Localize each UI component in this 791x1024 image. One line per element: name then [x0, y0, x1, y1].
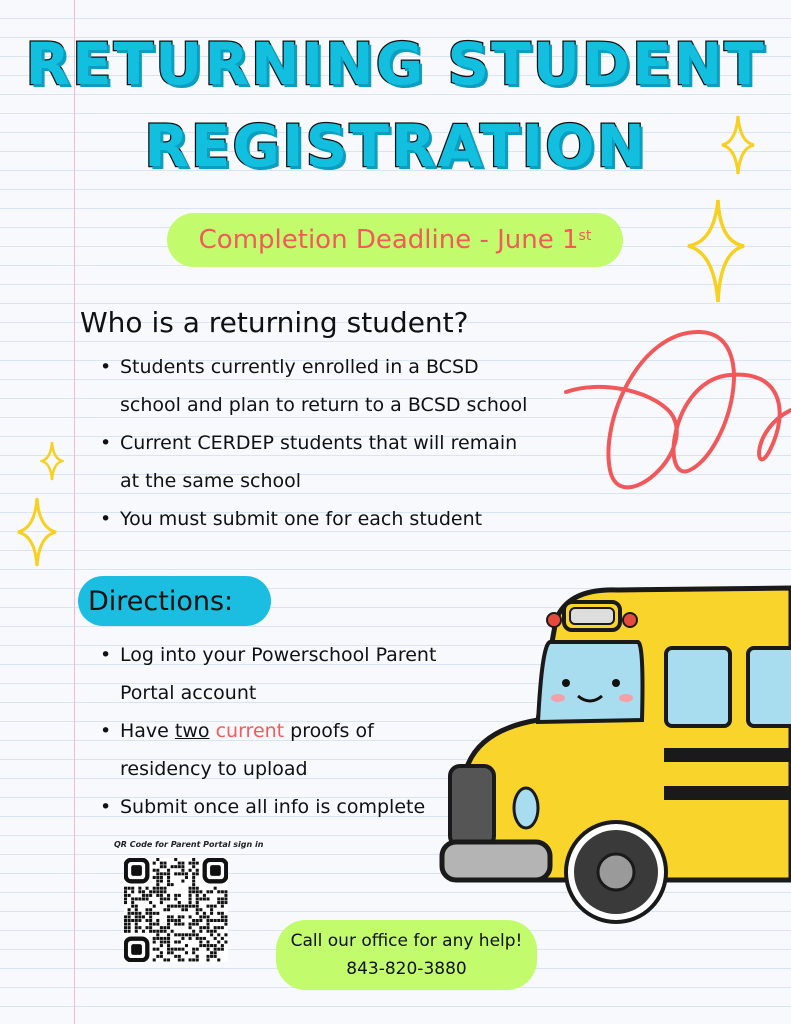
school-bus-illustration [438, 580, 791, 925]
list-item: • You must submit one for each student [100, 500, 540, 538]
deadline-banner [167, 213, 623, 267]
help-banner [276, 920, 537, 990]
text: proofs of residency to upload [120, 720, 374, 780]
squiggle-decoration [560, 320, 791, 510]
who-list [100, 348, 540, 538]
emphasis-current: current [215, 720, 285, 742]
qr-label: QR Code for Parent Portal sign in [114, 840, 264, 849]
list-item: • Students currently enrolled in a BCSD school and plan to return to a BCSD school [100, 348, 540, 424]
phone-number: 843-820-3880 [346, 959, 467, 979]
title-line-1: RETURNING STUDENT [25, 30, 766, 98]
emphasis-two: two [174, 720, 210, 742]
title-line-2: REGISTRATION [144, 112, 647, 180]
list-item: • Log into your Powerschool Parent Portal account [100, 636, 440, 712]
list-item: • Submit once all info is complete [100, 788, 440, 826]
directions-list [100, 636, 440, 826]
list-item: • Current CERDEP students that will remain at the same school [100, 424, 540, 500]
deadline-text: Completion Deadline - June 1 [198, 225, 579, 255]
list-item [100, 712, 440, 788]
qr-code[interactable] [124, 858, 228, 962]
sparkle-icon [720, 114, 756, 176]
text: Have [120, 720, 175, 742]
sparkle-icon [686, 198, 746, 304]
directions-heading-text: Directions: [88, 585, 234, 617]
sparkle-icon [40, 440, 64, 482]
deadline-suffix: st [578, 228, 592, 244]
help-text: Call our office for any help! [290, 931, 523, 951]
sparkle-icon [16, 496, 58, 568]
directions-heading [78, 576, 271, 626]
who-heading: Who is a returning student? [80, 306, 469, 339]
